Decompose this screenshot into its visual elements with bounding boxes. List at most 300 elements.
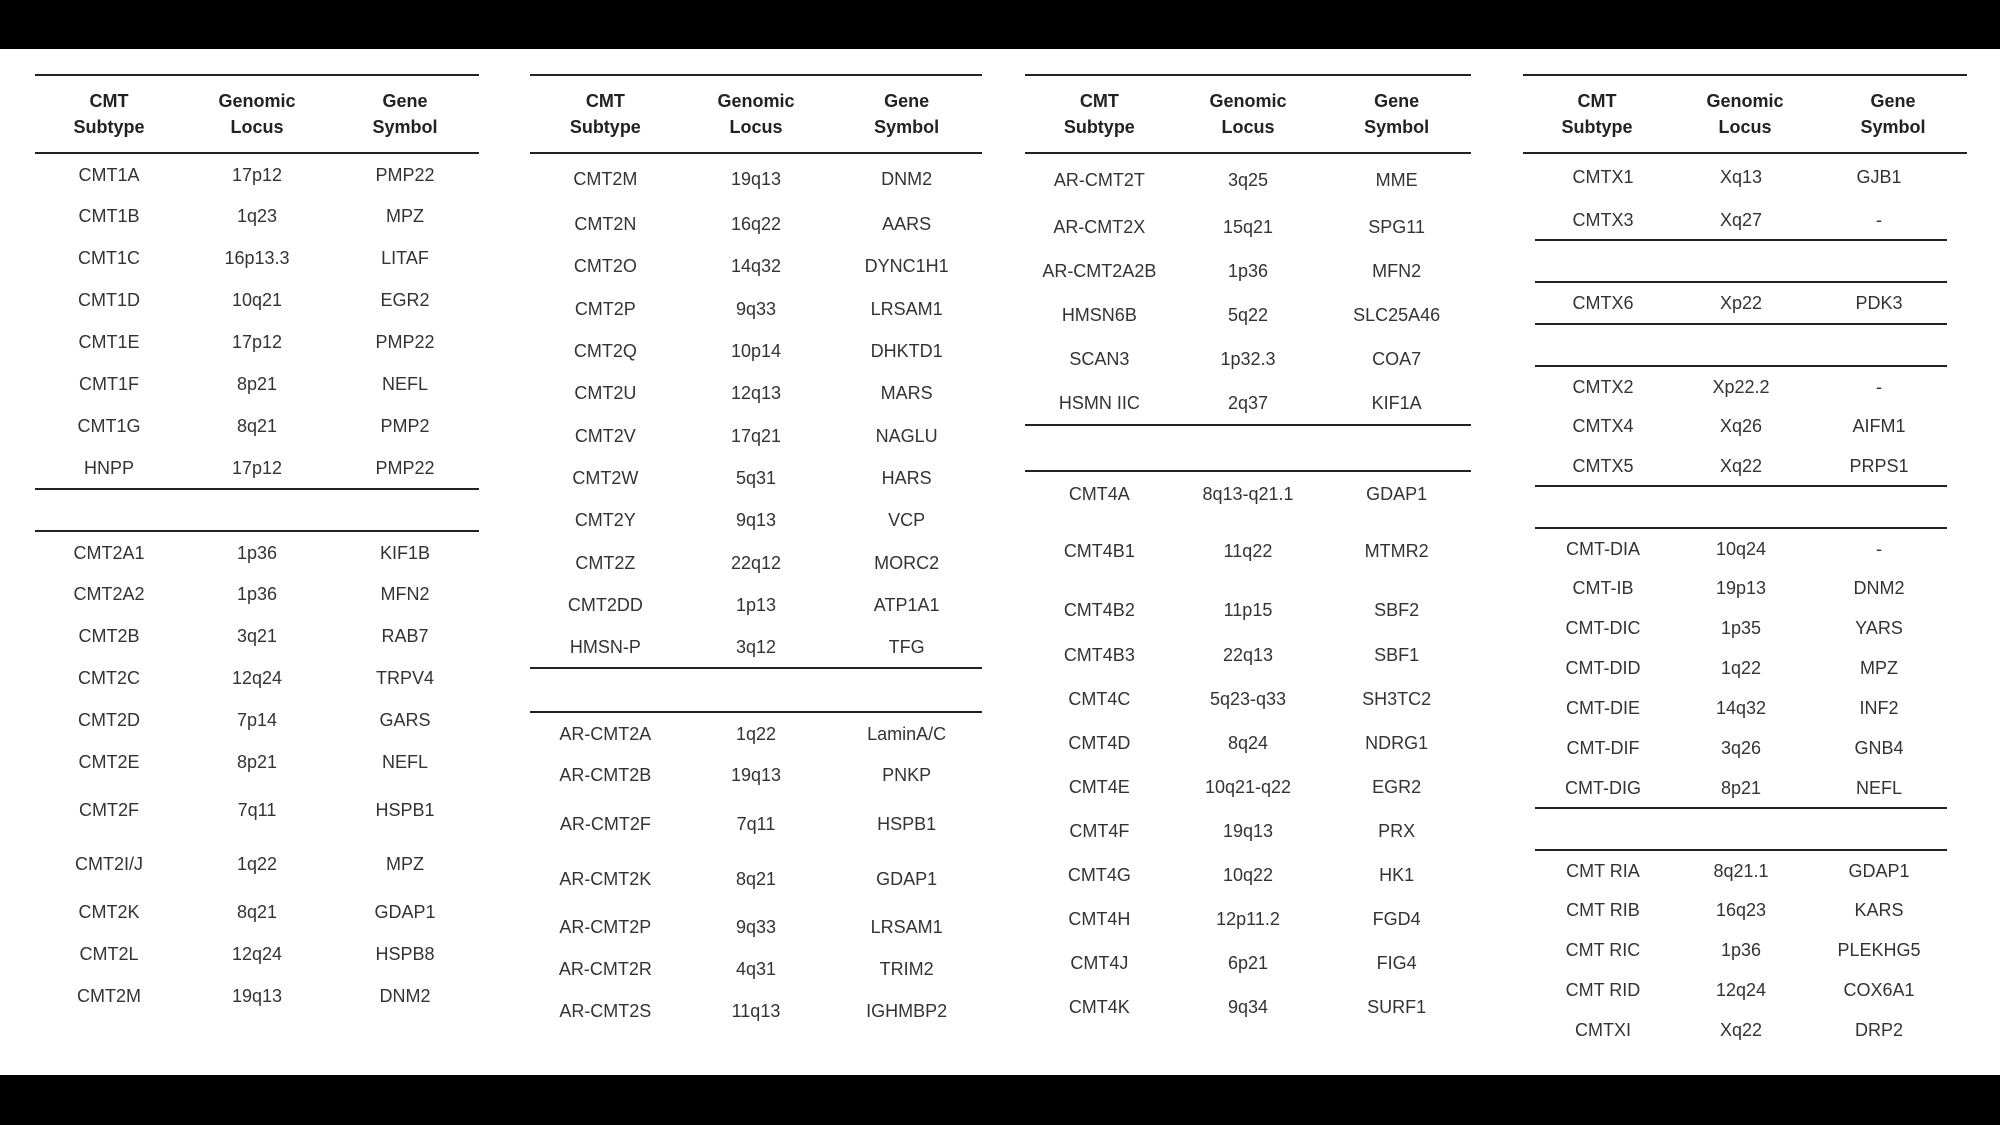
table-row	[35, 891, 479, 933]
table-row	[1535, 282, 1947, 324]
gene-cell: PNKP	[882, 765, 932, 786]
gene-cell: NAGLU	[875, 425, 938, 446]
subtype-cell: HMSN6B	[1061, 305, 1137, 325]
table-row	[1025, 941, 1471, 985]
subtype-cell: CMT-IB	[1572, 578, 1634, 598]
gene-cell: DNM2	[881, 168, 933, 189]
locus-cell: Xq13	[1719, 167, 1763, 187]
subtype-cell: CMT1G	[77, 416, 141, 436]
table-row	[530, 990, 982, 1032]
locus-cell: 1p13	[735, 594, 776, 615]
table-row	[35, 615, 479, 657]
table-row	[530, 712, 982, 754]
gene-cell: SURF1	[1367, 997, 1427, 1017]
subtype-cell: HNPP	[83, 457, 134, 478]
locus-cell: 2q37	[1227, 392, 1268, 413]
gene-table-3	[1025, 74, 1471, 1029]
header-locus: Genomic Locus	[681, 75, 832, 153]
gene-cell: HK1	[1379, 865, 1415, 885]
table-row	[1535, 608, 1947, 648]
subtype-cell: CMT2D	[78, 710, 140, 730]
subtype-cell: CMT2C	[78, 668, 140, 688]
gene-cell: RAB7	[381, 626, 429, 646]
gene-cell: LRSAM1	[870, 917, 943, 938]
gene-cell: SLC25A46	[1353, 305, 1441, 325]
table-row	[530, 330, 982, 372]
subtype-cell: CMT1C	[78, 248, 140, 268]
locus-cell: 8q21.1	[1713, 860, 1769, 881]
table-row	[35, 279, 479, 321]
gene-cell: NDRG1	[1365, 733, 1429, 753]
gene-cell: GDAP1	[1366, 483, 1428, 504]
gene-cell: PDK3	[1855, 293, 1903, 313]
locus-cell: 5q31	[735, 467, 776, 488]
table-row	[1025, 587, 1471, 633]
gene-table-2	[530, 74, 982, 1032]
top-letterbox-bar	[0, 0, 2000, 49]
subtype-cell: AR-CMT2P	[559, 917, 652, 938]
table-row	[530, 754, 982, 796]
gene-cell: KARS	[1854, 900, 1904, 920]
subtype-cell: CMT-DIC	[1565, 618, 1641, 638]
subtype-cell: AR-CMT2K	[559, 869, 652, 890]
table-row	[35, 699, 479, 741]
gene-cell: PMP22	[375, 457, 435, 478]
gene-cell: GDAP1	[876, 869, 938, 890]
gene-cell: DRP2	[1855, 1020, 1904, 1040]
subtype-cell: CMTX6	[1572, 293, 1634, 313]
locus-cell: 12q24	[1715, 980, 1767, 1000]
gene-cell: ATP1A1	[873, 594, 940, 615]
subtype-cell: CMT2I/J	[74, 854, 143, 874]
locus-cell: 9q13	[735, 510, 776, 531]
table-column-4	[1523, 74, 1967, 1050]
locus-cell: 1p36	[236, 542, 278, 563]
table-row	[530, 499, 982, 541]
gene-cell: -	[1876, 376, 1883, 397]
locus-cell: 1p36	[1720, 940, 1762, 960]
locus-cell: 8p21	[1720, 777, 1762, 798]
header-subtype: CMT Subtype	[1523, 75, 1671, 153]
subtype-cell: CMT4A	[1068, 483, 1130, 504]
locus-cell: 14q32	[1715, 698, 1767, 718]
subtype-cell: HSMN IIC	[1058, 392, 1140, 413]
gene-cell: MFN2	[380, 584, 430, 604]
subtype-cell: CMT2V	[574, 425, 636, 446]
gene-cell: COA7	[1372, 349, 1422, 369]
gene-cell: SBF2	[1374, 600, 1420, 620]
subtype-cell: CMT4B1	[1063, 541, 1135, 561]
locus-cell: Xq22	[1719, 455, 1763, 476]
gene-cell: -	[1876, 209, 1883, 230]
table-row	[1025, 249, 1471, 293]
bottom-letterbox-bar	[0, 1075, 2000, 1125]
gene-cell: GDAP1	[374, 902, 436, 922]
locus-cell: 1q22	[735, 723, 776, 744]
table-row	[1535, 568, 1947, 608]
table-row	[1535, 446, 1947, 486]
locus-cell: 19q13	[231, 986, 283, 1006]
locus-cell: 8q21	[236, 902, 278, 922]
table-row	[1025, 897, 1471, 941]
locus-cell: 19q13	[730, 765, 782, 786]
table-row	[530, 372, 982, 414]
subtype-cell: CMT1E	[78, 332, 140, 352]
subtype-cell: CMT2K	[78, 902, 140, 922]
locus-cell: 10q21-q22	[1204, 777, 1292, 797]
header-subtype: CMT Subtype	[530, 75, 681, 153]
subtype-cell: CMT4H	[1068, 909, 1131, 929]
subtype-cell: CMTX3	[1572, 209, 1634, 230]
subtype-cell: CMT2M	[77, 986, 141, 1006]
locus-cell: 16q22	[730, 214, 782, 235]
gene-cell: MPZ	[1860, 658, 1899, 678]
header-locus: Genomic Locus	[183, 75, 331, 153]
locus-cell: 17p12	[231, 164, 283, 185]
subtype-cell: CMT4C	[1068, 689, 1131, 709]
locus-cell: Xp22.2	[1712, 376, 1770, 397]
table-row	[1025, 853, 1471, 897]
locus-cell: 17q21	[730, 425, 782, 446]
locus-cell: 22q12	[730, 552, 782, 573]
gene-cell: COX6A1	[1843, 980, 1915, 1000]
subtype-cell: CMT4G	[1067, 865, 1131, 885]
locus-cell: 1p36	[1227, 261, 1268, 281]
subtype-cell: CMT4B3	[1063, 645, 1135, 665]
subtype-cell: AR-CMT2T	[1053, 169, 1145, 190]
header-gene: Gene Symbol	[831, 75, 982, 153]
locus-cell: 12q13	[730, 383, 782, 404]
gene-cell: DYNC1H1	[864, 256, 949, 277]
table-row	[1535, 970, 1947, 1010]
gene-cell: DNM2	[1853, 578, 1905, 598]
locus-cell: 3q12	[735, 636, 776, 657]
table-row	[1025, 633, 1471, 677]
locus-cell: 11p15	[1223, 600, 1273, 620]
table-row	[530, 541, 982, 583]
gene-cell: SBF1	[1374, 645, 1420, 665]
gene-cell: MTMR2	[1364, 541, 1429, 561]
table-row	[35, 237, 479, 279]
gene-table-4	[1523, 74, 1967, 154]
locus-cell: 1q23	[236, 206, 278, 226]
header-gene: Gene Symbol	[331, 75, 479, 153]
table-row	[1535, 366, 1947, 406]
subtype-cell: CMT2Z	[575, 552, 636, 573]
table-row	[530, 457, 982, 499]
locus-cell: 12q24	[231, 668, 283, 688]
subtype-cell: CMT2Y	[574, 510, 636, 531]
table-row	[530, 584, 982, 626]
table-row	[530, 245, 982, 287]
locus-cell: 12p11.2	[1216, 909, 1280, 929]
table-row	[35, 153, 479, 195]
gene-cell: FGD4	[1372, 909, 1421, 929]
subtype-cell: AR-CMT2F	[559, 814, 651, 835]
subtype-cell: CMT2P	[574, 298, 636, 319]
table-row	[35, 447, 479, 489]
locus-cell: 19q13	[1222, 821, 1274, 841]
subtype-cell: CMT2B	[78, 626, 140, 646]
subtype-cell: CMT2W	[572, 467, 639, 488]
table-row	[530, 852, 982, 906]
gene-cell: INF2	[1859, 698, 1899, 718]
subtype-cell: CMT2DD	[567, 594, 643, 615]
table-row	[1535, 200, 1947, 240]
gene-cell: GARS	[379, 710, 431, 730]
table-row	[1025, 153, 1471, 205]
gene-cell: GNB4	[1854, 738, 1904, 758]
group-separator	[1535, 808, 1947, 850]
locus-cell: 19q13	[730, 168, 782, 189]
locus-cell: 1p32.3	[1220, 349, 1276, 369]
table-row	[35, 741, 479, 783]
subtype-cell: CMT2U	[574, 383, 637, 404]
subtype-cell: CMT RIC	[1565, 940, 1641, 960]
gene-cell: HARS	[881, 467, 932, 488]
locus-cell: 1q22	[236, 854, 278, 874]
table-row	[1025, 809, 1471, 853]
subtype-cell: CMT RID	[1565, 980, 1641, 1000]
locus-cell: 3q21	[236, 626, 278, 646]
header-gene: Gene Symbol	[1322, 75, 1471, 153]
gene-cell: PMP2	[380, 416, 430, 436]
subtype-cell: CMT1A	[78, 164, 140, 185]
table-row	[530, 414, 982, 456]
subtype-cell: CMT4K	[1068, 997, 1130, 1017]
locus-cell: 10q24	[1715, 538, 1767, 559]
group-separator	[1025, 425, 1471, 471]
gene-cell: MFN2	[1372, 261, 1422, 281]
subtype-cell: CMT2L	[79, 944, 139, 964]
subtype-cell: CMT4D	[1068, 733, 1131, 753]
table-row	[1025, 721, 1471, 765]
gene-cell: NEFL	[381, 374, 428, 394]
table-row	[35, 573, 479, 615]
locus-cell: Xq27	[1719, 209, 1763, 230]
subtype-cell: CMT RIA	[1566, 860, 1640, 881]
subtype-cell: CMT2F	[79, 800, 139, 820]
table-row	[530, 288, 982, 330]
locus-cell: 8q21	[735, 869, 776, 890]
locus-cell: 8q24	[1227, 733, 1268, 753]
subtype-cell: CMTX5	[1572, 455, 1634, 476]
subtype-cell: CMT4E	[1068, 777, 1130, 797]
locus-cell: 6p21	[1227, 953, 1268, 973]
table-row	[530, 153, 982, 203]
gene-cell: MARS	[880, 383, 933, 404]
locus-cell: 8p21	[236, 374, 278, 394]
gene-cell: AIFM1	[1852, 416, 1906, 436]
subtype-cell: CMT2N	[574, 214, 637, 235]
gene-cell: FIG4	[1376, 953, 1417, 973]
gene-cell: PMP22	[375, 332, 435, 352]
gene-cell: EGR2	[1372, 777, 1422, 797]
table-row	[1535, 728, 1947, 768]
gene-cell: EGR2	[380, 290, 430, 310]
locus-cell: 16q23	[1715, 900, 1767, 920]
gene-cell: DNM2	[379, 986, 431, 1006]
gene-cell: LRSAM1	[870, 298, 943, 319]
locus-cell: 15q21	[1222, 217, 1274, 237]
locus-cell: 5q23-q33	[1209, 689, 1287, 709]
locus-cell: 11q22	[1223, 541, 1273, 561]
locus-cell: 4q31	[735, 959, 776, 980]
subtype-cell: CMT2M	[573, 168, 638, 189]
gene-cell: VCP	[888, 510, 926, 531]
locus-cell: 16p13.3	[224, 248, 290, 268]
locus-cell: 3q26	[1720, 738, 1762, 758]
locus-cell: 12q24	[231, 944, 283, 964]
table-row	[530, 626, 982, 668]
table-row	[35, 321, 479, 363]
table-column-3	[1025, 74, 1471, 1029]
table-row	[530, 906, 982, 948]
group-separator	[35, 489, 479, 531]
locus-cell: 1p35	[1720, 618, 1762, 638]
subtype-cell: CMT-DIE	[1565, 698, 1640, 718]
subtype-cell: CMT2Q	[573, 341, 637, 362]
gene-cell: TRIM2	[879, 959, 934, 980]
subtype-cell: CMT2O	[573, 256, 637, 277]
subtype-cell: AR-CMT2S	[559, 1001, 652, 1022]
table-row	[1025, 471, 1471, 515]
table-row	[35, 783, 479, 837]
group-separator	[530, 668, 982, 712]
gene-cell: MPZ	[386, 206, 424, 226]
locus-cell: 9q33	[735, 298, 776, 319]
subtype-cell: CMTXI	[1574, 1020, 1631, 1040]
subtype-cell: CMT2A2	[73, 584, 145, 604]
table-row	[1025, 515, 1471, 587]
subtype-cell: CMT-DIA	[1565, 538, 1640, 559]
table-row	[35, 657, 479, 699]
table-row	[1025, 293, 1471, 337]
table-row	[1025, 337, 1471, 381]
table-row	[1535, 1010, 1947, 1050]
gene-cell: PRX	[1378, 821, 1416, 841]
gene-cell: GJB1	[1856, 167, 1902, 187]
gene-cell: PLEKHG5	[1837, 940, 1921, 960]
header-subtype: CMT Subtype	[1025, 75, 1174, 153]
locus-cell: 7q11	[736, 814, 776, 835]
gene-cell: MPZ	[386, 854, 424, 874]
table-row	[1025, 765, 1471, 809]
locus-cell: 7p14	[236, 710, 278, 730]
table-row	[1535, 528, 1947, 568]
locus-cell: 10q22	[1222, 865, 1274, 885]
locus-cell: 17p12	[231, 332, 283, 352]
locus-cell: 19p13	[1715, 578, 1767, 598]
gene-cell: MORC2	[874, 552, 940, 573]
gene-cell: YARS	[1855, 618, 1903, 638]
gene-cell: IGHMBP2	[866, 1001, 948, 1022]
gene-cell: LITAF	[381, 248, 429, 268]
gene-cell: -	[1876, 538, 1883, 559]
table-row	[1535, 930, 1947, 970]
subtype-cell: CMT RIB	[1566, 900, 1640, 920]
locus-cell: 10p14	[730, 341, 782, 362]
subtype-cell: CMTX2	[1572, 376, 1634, 397]
locus-cell: 7q11	[237, 800, 277, 820]
table-row	[1535, 154, 1947, 200]
table-row	[35, 195, 479, 237]
table-column-2	[530, 74, 982, 1032]
locus-cell: 14q32	[730, 256, 782, 277]
gene-cell: KIF1B	[379, 542, 431, 563]
subtype-cell: AR-CMT2X	[1053, 217, 1146, 237]
group-separator	[1535, 486, 1947, 528]
table-row	[1025, 205, 1471, 249]
subtype-cell: CMT-DID	[1565, 658, 1641, 678]
table-row	[35, 837, 479, 891]
table-row	[35, 933, 479, 975]
table-row	[1535, 850, 1947, 890]
subtype-cell: CMT4F	[1069, 821, 1130, 841]
gene-cell: HSPB8	[375, 944, 435, 964]
gene-cell: LaminA/C	[867, 723, 947, 744]
gene-cell: KIF1A	[1371, 392, 1422, 413]
subtype-cell: CMT-DIG	[1564, 777, 1641, 798]
gene-cell: SPG11	[1368, 217, 1425, 237]
header-subtype: CMT Subtype	[35, 75, 183, 153]
gene-cell: PRPS1	[1849, 455, 1909, 476]
gene-cell: TRPV4	[375, 668, 435, 688]
table-row	[1535, 406, 1947, 446]
gene-cell: HSPB1	[877, 814, 937, 835]
gene-cell: GDAP1	[1848, 860, 1910, 881]
locus-cell: 10q21	[231, 290, 283, 310]
header-locus: Genomic Locus	[1671, 75, 1819, 153]
gene-cell: NEFL	[381, 752, 428, 772]
locus-cell: 3q25	[1227, 169, 1268, 190]
table-row	[1025, 677, 1471, 721]
table-row	[1535, 890, 1947, 930]
table-row	[35, 363, 479, 405]
locus-cell: 9q33	[735, 917, 776, 938]
table-row	[35, 405, 479, 447]
locus-cell: 8q21	[236, 416, 278, 436]
table-row	[530, 203, 982, 245]
locus-cell: 11q13	[731, 1001, 781, 1022]
table-row	[1025, 985, 1471, 1029]
gene-cell: MME	[1375, 169, 1418, 190]
table-row	[35, 531, 479, 573]
gene-cell: HSPB1	[375, 800, 435, 820]
gene-cell: PMP22	[375, 164, 435, 185]
locus-cell: 22q13	[1222, 645, 1274, 665]
subtype-cell: CMT1B	[78, 206, 140, 226]
locus-cell: 1p36	[236, 584, 278, 604]
locus-cell: 5q22	[1227, 305, 1268, 325]
locus-cell: 8q13-q21.1	[1202, 483, 1294, 504]
table-row	[530, 948, 982, 990]
subtype-cell: SCAN3	[1069, 349, 1130, 369]
table-row	[1535, 688, 1947, 728]
locus-cell: 17p12	[231, 457, 283, 478]
gene-cell: DHKTD1	[870, 341, 943, 362]
subtype-cell: CMT2A1	[73, 542, 145, 563]
locus-cell: Xq22	[1719, 1020, 1763, 1040]
header-locus: Genomic Locus	[1174, 75, 1323, 153]
subtype-cell: CMT1F	[79, 374, 139, 394]
subtype-cell: AR-CMT2A	[559, 723, 652, 744]
locus-cell: 8p21	[236, 752, 278, 772]
header-gene: Gene Symbol	[1819, 75, 1967, 153]
gene-cell: SH3TC2	[1362, 689, 1432, 709]
subtype-cell: CMT2E	[78, 752, 140, 772]
group-separator	[1535, 324, 1947, 366]
